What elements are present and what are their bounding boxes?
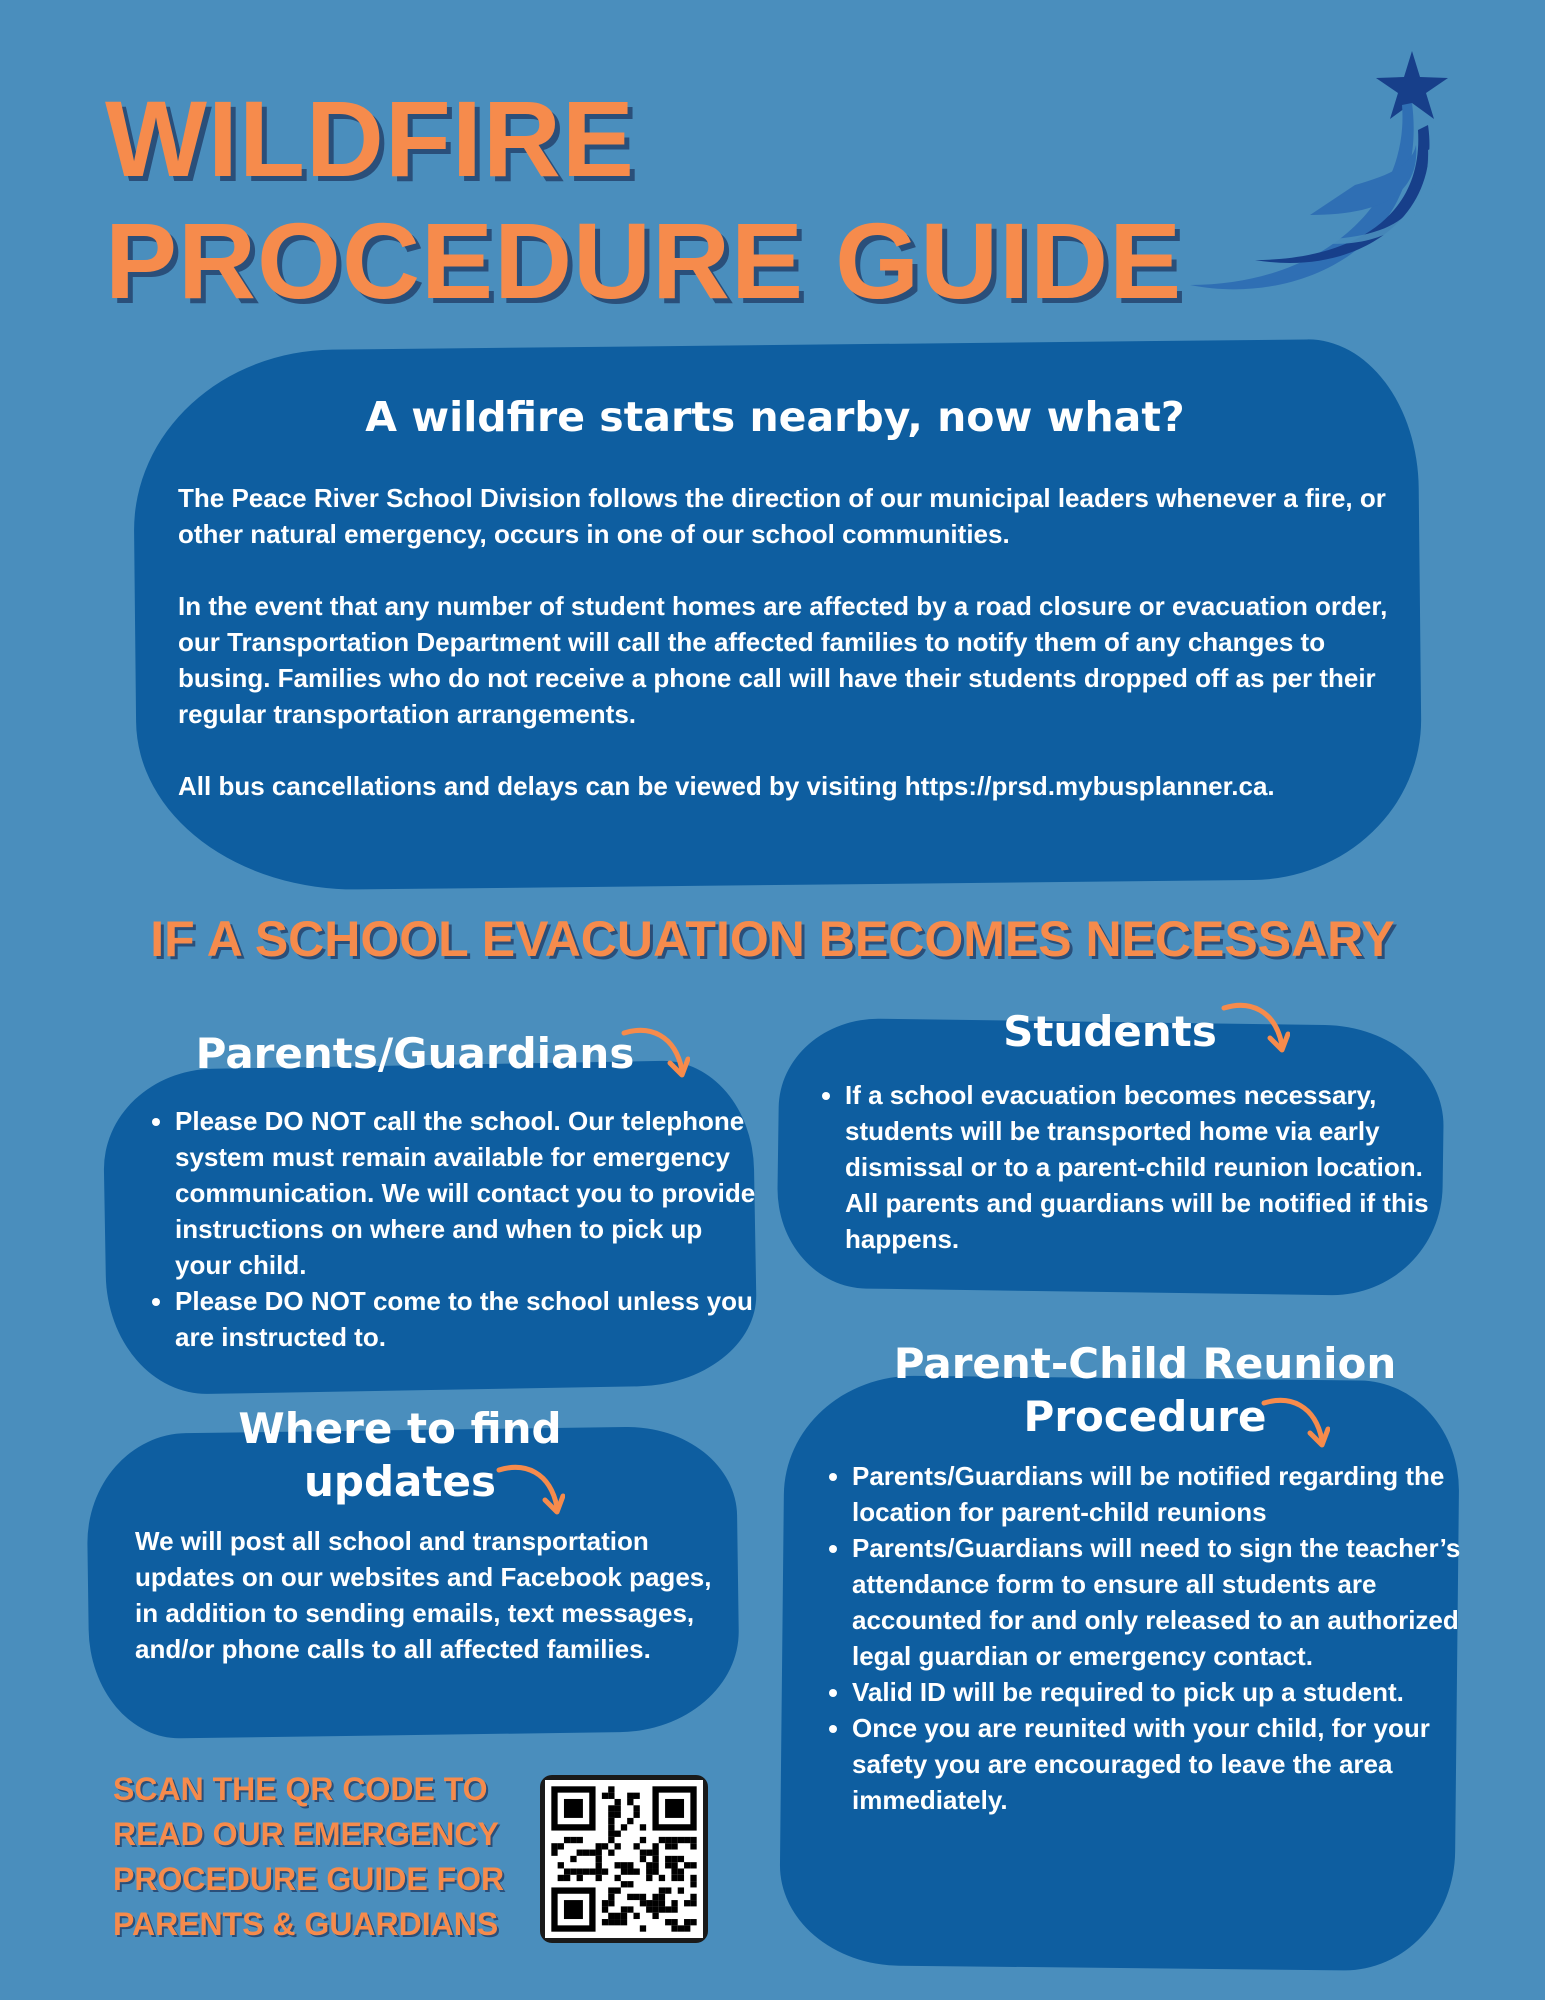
reunion-list xyxy=(822,1458,1462,1818)
updates-heading-line-2: updates xyxy=(304,1457,496,1506)
intro-paragraph: All bus cancellations and delays can be viewed by visiting https://prsd.mybusplanner.ca. xyxy=(178,771,1275,801)
intro-paragraph: In the event that any number of student homes are affected by a road closure or evacuation order, our Transportation Department will call the affected families to notify them of any changes to busing. Families who do not receive a phone call will have their students dropped off as per their regular transportation arrangements. xyxy=(178,591,1388,729)
intro-text xyxy=(178,480,1408,840)
reunion-heading xyxy=(865,1337,1425,1443)
title-line-2: PROCEDURE GUIDE xyxy=(105,200,1183,321)
qr-caption-line: SCAN THE QR CODE TO xyxy=(113,1771,488,1807)
updates-text: We will post all school and transportation updates on our websites and Facebook pages, in addition to sending emails, text messages, and/or phone calls to all affected families. xyxy=(135,1526,712,1664)
curved-arrow-icon xyxy=(620,1025,690,1085)
list-item: • Parents/Guardians will need to sign the teacher’s attendance form to ensure all students are accounted for and only released to an authorized legal guardian or emergency contact. xyxy=(852,1530,1462,1674)
parents-list xyxy=(145,1103,765,1355)
reunion-heading-line-1: Parent-Child Reunion xyxy=(893,1339,1397,1388)
list-item: • Valid ID will be required to pick up a student. xyxy=(852,1674,1462,1710)
qr-code-graphic xyxy=(545,1780,703,1938)
star-swoosh-logo-icon xyxy=(1180,45,1480,325)
list-item: • If a school evacuation becomes necessary, students will be transported home via early dismissal or to a parent-child reunion location. All parents and guardians will be notified if this happens. xyxy=(845,1077,1435,1257)
intro-paragraph: The Peace River School Division follows the direction of our municipal leaders whenever a fire, or other natural emergency, occurs in one of our school communities. xyxy=(178,483,1386,549)
title-line-1: WILDFIRE xyxy=(105,78,635,199)
list-item: • Once you are reunited with your child, for your safety you are encouraged to leave the area immediately. xyxy=(852,1710,1462,1818)
qr-caption-line: PROCEDURE GUIDE FOR xyxy=(113,1861,505,1897)
list-item: • Please DO NOT call the school. Our telephone system must remain available for emergency communication. We will contact you to provide instructions on where and when to pick up your child. xyxy=(175,1103,765,1283)
qr-caption-line: READ OUR EMERGENCY xyxy=(113,1816,499,1852)
list-item: • Parents/Guardians will be notified regarding the location for parent-child reunions xyxy=(852,1458,1462,1530)
page-title xyxy=(105,78,1182,322)
reunion-heading-line-2: Procedure xyxy=(1023,1392,1267,1441)
list-item: • Please DO NOT come to the school unless you are instructed to. xyxy=(175,1283,765,1355)
curved-arrow-icon xyxy=(1260,1395,1330,1455)
qr-caption xyxy=(113,1767,553,1947)
qr-code-icon[interactable] xyxy=(540,1775,708,1943)
parents-heading: Parents/Guardians xyxy=(195,1029,635,1078)
curved-arrow-icon xyxy=(495,1462,565,1522)
section-heading: IF A SCHOOL EVACUATION BECOMES NECESSARY xyxy=(150,911,1395,967)
updates-heading-line-1: Where to find xyxy=(238,1404,562,1453)
students-list xyxy=(815,1077,1435,1257)
intro-heading: A wildfire starts nearby, now what? xyxy=(365,393,1185,441)
curved-arrow-icon xyxy=(1220,1000,1290,1060)
qr-caption-line: PARENTS & GUARDIANS xyxy=(113,1906,499,1942)
students-heading: Students xyxy=(1003,1007,1217,1056)
